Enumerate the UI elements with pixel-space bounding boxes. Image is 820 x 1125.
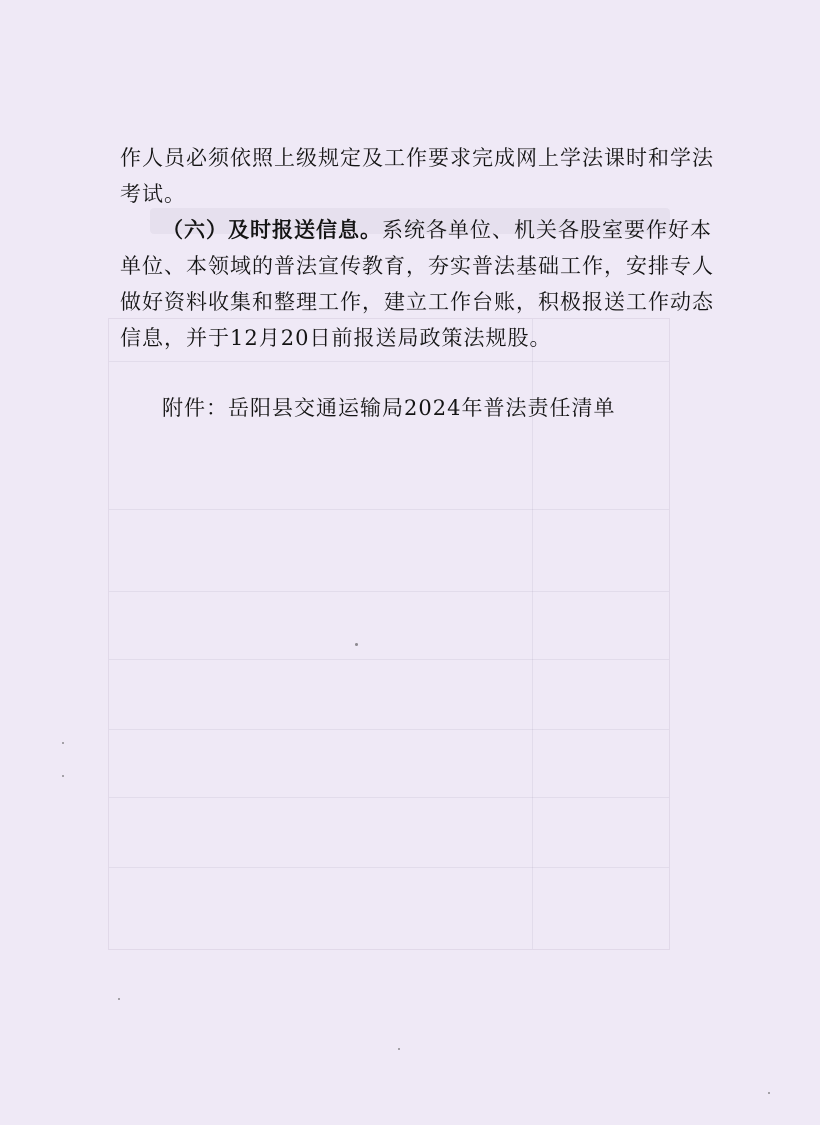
section-6-body: 系统各单位、机关各股室要作好本单位、本领域的普法宣传教育，夯实普法基础工作，安排专人做好资料收集和整理工作，建立工作台账，积极报送工作动态信息，并于12月20日前报送局政策法规股。 xyxy=(120,218,714,350)
scan-speck xyxy=(62,742,64,744)
show-through-row-line xyxy=(109,797,669,798)
section-6-paragraph xyxy=(120,212,720,356)
show-through-row-line xyxy=(109,867,669,868)
section-6-heading: （六）及时报送信息。 xyxy=(162,217,382,242)
show-through-row-line xyxy=(109,659,669,660)
scan-speck xyxy=(118,998,120,1000)
scan-speck xyxy=(768,1092,770,1094)
show-through-row-line xyxy=(109,509,669,510)
body-text xyxy=(120,140,720,447)
scan-speck xyxy=(62,775,64,777)
attachment-line: 附件：岳阳县交通运输局2024年普法责任清单 xyxy=(162,396,616,420)
scan-speck xyxy=(398,1048,400,1050)
show-through-row-line xyxy=(109,729,669,730)
paragraph-continuation: 作人员必须依照上级规定及工作要求完成网上学法课时和学法考试。 xyxy=(120,146,714,206)
show-through-row-line xyxy=(109,591,669,592)
scan-speck xyxy=(355,643,358,646)
